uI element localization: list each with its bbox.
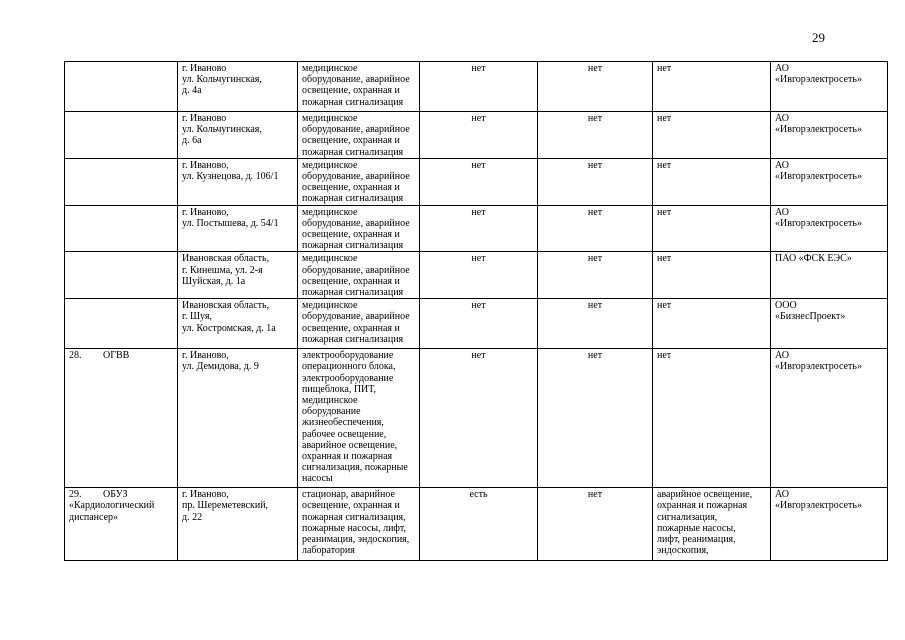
backup-consumers-cell: нет bbox=[653, 62, 771, 112]
equipment-cell: медицинское оборудование, аварийное освещение, охранная и пожарная сигнализация bbox=[298, 158, 420, 205]
table-row bbox=[65, 252, 888, 299]
table-row bbox=[65, 112, 888, 159]
backup-consumers-cell: нет bbox=[653, 205, 771, 252]
address-cell: г. Иваново, ул. Демидова, д. 9 bbox=[178, 349, 298, 488]
supplier-cell: АО «Ивгорэлектросеть» bbox=[771, 158, 888, 205]
supplier-cell: ООО «БизнесПроект» bbox=[771, 299, 888, 349]
reserve-source-cell: нет bbox=[420, 62, 538, 112]
equipment-cell: медицинское оборудование, аварийное освещение, охранная и пожарная сигнализация bbox=[298, 299, 420, 349]
org-cell bbox=[65, 349, 178, 488]
reserve-source-cell: нет bbox=[420, 349, 538, 488]
generator-cell: нет bbox=[538, 252, 653, 299]
org-cell bbox=[65, 112, 178, 159]
equipment-cell: электрооборудование операционного блока, электрооборудование пищеблока, ПИТ, медицинское оборудование жизнеобеспечения, рабочее освещение, аварийное освещение, охранная и пожарная сигнализация, пожарные насосы bbox=[298, 349, 420, 488]
generator-cell: нет bbox=[538, 112, 653, 159]
reserve-source-cell: нет bbox=[420, 299, 538, 349]
address-cell: г. Иваново, ул. Кузнецова, д. 106/1 bbox=[178, 158, 298, 205]
reserve-source-cell: нет bbox=[420, 158, 538, 205]
table-row bbox=[65, 62, 888, 112]
equipment-cell: медицинское оборудование, аварийное освещение, охранная и пожарная сигнализация bbox=[298, 62, 420, 112]
supplier-cell: АО «Ивгорэлектросеть» bbox=[771, 205, 888, 252]
address-cell: Ивановская область, г. Кинешма, ул. 2-я Шуйская, д. 1а bbox=[178, 252, 298, 299]
reserve-source-cell: есть bbox=[420, 488, 538, 561]
org-cell bbox=[65, 299, 178, 349]
address-cell: г. Иваново, ул. Постышева, д. 54/1 bbox=[178, 205, 298, 252]
org-cell bbox=[65, 252, 178, 299]
reserve-source-cell: нет bbox=[420, 205, 538, 252]
address-cell: г. Иваново ул. Кольчугинская, д. 4а bbox=[178, 62, 298, 112]
org-name: ОБУЗ «Кардиологический диспансер» bbox=[69, 489, 155, 523]
equipment-cell: медицинское оборудование, аварийное освещение, охранная и пожарная сигнализация bbox=[298, 112, 420, 159]
org-cell bbox=[65, 488, 178, 561]
equipment-cell: медицинское оборудование, аварийное освещение, охранная и пожарная сигнализация bbox=[298, 252, 420, 299]
generator-cell: нет bbox=[538, 488, 653, 561]
reserve-source-cell: нет bbox=[420, 112, 538, 159]
supplier-cell: АО «Ивгорэлектросеть» bbox=[771, 62, 888, 112]
backup-consumers-cell: нет bbox=[653, 112, 771, 159]
table-row bbox=[65, 488, 888, 561]
table-row bbox=[65, 299, 888, 349]
supplier-cell: АО «Ивгорэлектросеть» bbox=[771, 112, 888, 159]
page-number: 29 bbox=[812, 30, 825, 45]
table-row bbox=[65, 205, 888, 252]
generator-cell: нет bbox=[538, 299, 653, 349]
equipment-cell: медицинское оборудование, аварийное освещение, охранная и пожарная сигнализация bbox=[298, 205, 420, 252]
table-row bbox=[65, 349, 888, 488]
generator-cell: нет bbox=[538, 62, 653, 112]
org-cell bbox=[65, 62, 178, 112]
generator-cell: нет bbox=[538, 158, 653, 205]
address-cell: Ивановская область, г. Шуя, ул. Костромская, д. 1а bbox=[178, 299, 298, 349]
row-number: 28. bbox=[69, 350, 82, 362]
supplier-cell: ПАО «ФСК ЕЭС» bbox=[771, 252, 888, 299]
backup-consumers-cell: нет bbox=[653, 252, 771, 299]
backup-consumers-cell: аварийное освещение, охранная и пожарная сигнализация, пожарные насосы, лифт, реанимация, эндоскопия, bbox=[653, 488, 771, 561]
data-table bbox=[64, 61, 888, 561]
address-cell: г. Иваново, пр. Шереметевский, д. 22 bbox=[178, 488, 298, 561]
address-cell: г. Иваново ул. Кольчугинская, д. 6а bbox=[178, 112, 298, 159]
backup-consumers-cell: нет bbox=[653, 299, 771, 349]
reserve-source-cell: нет bbox=[420, 252, 538, 299]
org-cell bbox=[65, 158, 178, 205]
row-number: 29. bbox=[69, 489, 82, 501]
supplier-cell: АО «Ивгорэлектросеть» bbox=[771, 349, 888, 488]
generator-cell: нет bbox=[538, 349, 653, 488]
equipment-cell: стационар, аварийное освещение, охранная и пожарная сигнализация, пожарные насосы, лифт, реанимация, эндоскопия, лаборатория bbox=[298, 488, 420, 561]
table-row bbox=[65, 158, 888, 205]
backup-consumers-cell: нет bbox=[653, 349, 771, 488]
org-name: ОГВВ bbox=[103, 350, 130, 362]
supplier-cell: АО «Ивгорэлектросеть» bbox=[771, 488, 888, 561]
org-cell bbox=[65, 205, 178, 252]
backup-consumers-cell: нет bbox=[653, 158, 771, 205]
generator-cell: нет bbox=[538, 205, 653, 252]
